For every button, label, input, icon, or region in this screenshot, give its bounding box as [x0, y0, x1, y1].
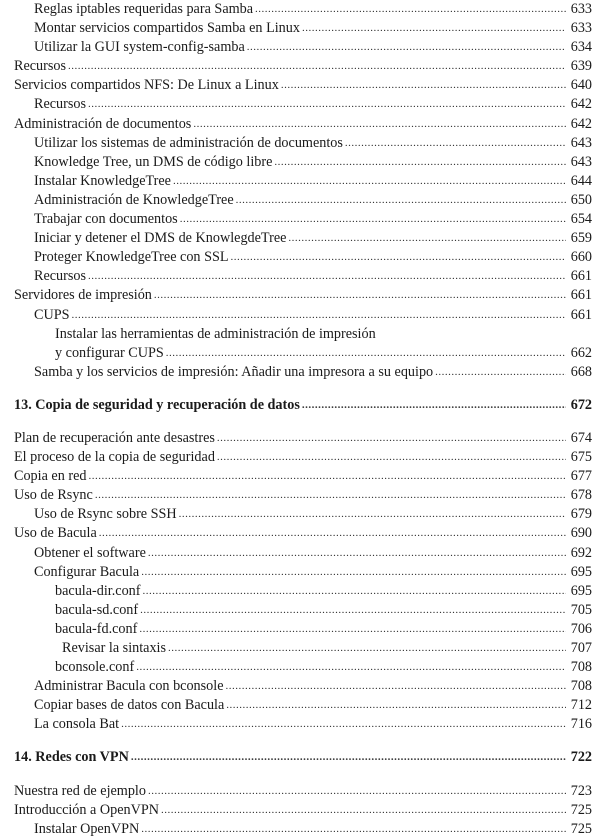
toc-entry-page: 708: [570, 659, 592, 676]
toc-entry-title: Instalar KnowledgeTree: [34, 172, 171, 189]
toc-entry-title: Nuestra red de ejemplo: [14, 782, 146, 799]
toc-entry-page: 674: [570, 429, 592, 446]
toc-entry[interactable]: [14, 429, 592, 448]
toc-entry-leader: [302, 19, 566, 38]
toc-entry-title: bacula-fd.conf: [55, 620, 138, 637]
toc-entry[interactable]: [14, 696, 592, 715]
toc-entry[interactable]: [14, 306, 592, 325]
toc-entry-page: 708: [570, 678, 592, 695]
toc-entry-title: Knowledge Tree, un DMS de código libre: [34, 153, 273, 170]
toc-entry[interactable]: [14, 153, 592, 172]
toc-entry[interactable]: [14, 210, 592, 229]
toc-entry-title: Servicios compartidos NFS: De Linux a Linux: [14, 77, 279, 94]
toc-entry-leader: [231, 248, 566, 267]
toc-entry-title: bconsole.conf: [55, 659, 135, 676]
toc-entry-page: 643: [570, 134, 592, 151]
toc-entry-title: CUPS: [34, 306, 70, 323]
toc-entry-title: y configurar CUPS: [55, 344, 164, 361]
toc-entry-leader: [88, 95, 566, 114]
toc-entry-page: 640: [570, 77, 592, 94]
toc-entry-title: Copia en red: [14, 468, 87, 485]
toc-entry-title: Iniciar y detener el DMS de KnowlegdeTree: [34, 230, 287, 247]
toc-entry[interactable]: [14, 801, 592, 820]
toc-entry-leader: [226, 677, 566, 696]
toc-entry-leader: [193, 115, 566, 134]
toc-entry-page: 668: [570, 363, 592, 380]
toc-entry-leader: [274, 153, 566, 172]
toc-entry[interactable]: [14, 134, 592, 153]
toc-entry[interactable]: [14, 0, 592, 19]
toc-entry-leader: [173, 172, 566, 191]
toc-entry-page: 654: [570, 211, 592, 228]
toc-entry-leader: [131, 748, 566, 767]
toc-entry-page: 661: [570, 287, 592, 304]
toc-entry-leader: [89, 467, 567, 486]
toc-entry[interactable]: [14, 486, 592, 505]
toc-entry-page: 639: [570, 58, 592, 75]
toc-entry-title: Utilizar los sistemas de administración de documentos: [34, 134, 343, 151]
toc-entry-title: Recursos: [34, 268, 87, 285]
toc-entry-leader: [154, 286, 566, 305]
toc-entry-leader: [345, 134, 566, 153]
toc-entry-title: Instalar OpenVPN: [34, 820, 140, 837]
toc-entry[interactable]: [14, 582, 592, 601]
toc-entry-title: Proteger KnowledgeTree con SSL: [34, 249, 229, 266]
toc-entry-page: 675: [570, 449, 592, 466]
toc-entry-title: Uso de Rsync sobre SSH: [34, 506, 177, 523]
toc-entry-title: Servidores de impresión: [14, 287, 152, 304]
toc-entry-page: 642: [570, 96, 592, 113]
toc-entry[interactable]: [14, 115, 592, 134]
toc-entry-page: 690: [570, 525, 592, 542]
toc-entry-leader: [288, 229, 566, 248]
toc-entry-leader: [99, 524, 566, 543]
toc-entry-page: 692: [570, 544, 592, 561]
toc-entry[interactable]: [14, 448, 592, 467]
toc-entry-title: Copiar bases de datos con Bacula: [34, 697, 225, 714]
toc-entry-title: Trabajar con documentos: [34, 211, 178, 228]
toc-entry-page: 661: [570, 306, 592, 323]
toc-entry[interactable]: [14, 76, 592, 95]
toc-entry-page: 712: [570, 697, 592, 714]
toc-entry-leader: [140, 601, 566, 620]
toc-entry-title: Recursos: [34, 96, 87, 113]
toc-entry[interactable]: [14, 191, 592, 210]
toc-entry-leader: [435, 363, 566, 382]
toc-entry-page: 725: [570, 820, 592, 837]
toc-entry-page: 643: [570, 153, 592, 170]
toc-entry-page: 659: [570, 230, 592, 247]
toc-entry[interactable]: [14, 658, 592, 677]
table-of-contents: [14, 0, 592, 839]
toc-entry[interactable]: [14, 363, 592, 382]
toc-chapter-entry[interactable]: [14, 396, 592, 415]
toc-entry-page: 650: [570, 191, 592, 208]
toc-entry-leader: [95, 486, 566, 505]
toc-entry-title: Administrar Bacula con bconsole: [34, 678, 224, 695]
toc-entry-title: Administración de KnowledgeTree: [34, 191, 234, 208]
toc-entry[interactable]: [14, 563, 592, 582]
toc-entry-title: Obtener el software: [34, 544, 146, 561]
toc-entry-page: 679: [570, 506, 592, 523]
toc-entry-leader: [88, 267, 566, 286]
toc-entry-title: Plan de recuperación ante desastres: [14, 429, 215, 446]
toc-entry[interactable]: [14, 782, 592, 801]
toc-entry-title: Configurar Bacula: [34, 563, 140, 580]
toc-entry[interactable]: [14, 524, 592, 543]
toc-entry-title: Instalar las herramientas de administración de impresión: [55, 325, 376, 342]
toc-entry[interactable]: [14, 325, 592, 344]
toc-entry-page: 722: [570, 749, 592, 766]
toc-entry-leader: [161, 801, 566, 820]
toc-chapter-entry[interactable]: [14, 748, 592, 767]
toc-entry-leader: [281, 76, 566, 95]
toc-entry-title: Introducción a OpenVPN: [14, 801, 159, 818]
toc-entry-page: 716: [570, 716, 592, 733]
toc-entry-leader: [72, 306, 567, 325]
toc-entry-page: 705: [570, 601, 592, 618]
toc-entry[interactable]: [14, 677, 592, 696]
toc-entry[interactable]: [14, 639, 592, 658]
toc-entry-leader: [255, 0, 566, 19]
toc-entry[interactable]: [14, 229, 592, 248]
toc-entry-page: 662: [570, 344, 592, 361]
toc-entry-title: bacula-sd.conf: [55, 601, 139, 618]
toc-entry[interactable]: [14, 19, 592, 38]
toc-entry[interactable]: [14, 620, 592, 639]
toc-entry[interactable]: [14, 544, 592, 563]
toc-entry-page: 678: [570, 487, 592, 504]
toc-entry-leader: [141, 820, 566, 839]
toc-entry-page: 644: [570, 172, 592, 189]
toc-entry[interactable]: [14, 286, 592, 305]
toc-entry-leader: [226, 696, 566, 715]
toc-entry-title: Uso de Rsync: [14, 487, 93, 504]
toc-entry[interactable]: [14, 172, 592, 191]
toc-entry-page: 695: [570, 563, 592, 580]
toc-entry-title: 13. Copia de seguridad y recuperación de datos: [14, 396, 300, 413]
toc-entry[interactable]: [14, 95, 592, 114]
toc-entry-page: 723: [570, 782, 592, 799]
toc-entry-page: 695: [570, 582, 592, 599]
toc-entry-title: bacula-dir.conf: [55, 582, 141, 599]
toc-entry-leader: [68, 57, 566, 76]
toc-entry[interactable]: [14, 601, 592, 620]
toc-entry-title: Uso de Bacula: [14, 525, 97, 542]
toc-entry-page: 634: [570, 39, 592, 56]
toc-entry-leader: [142, 582, 566, 601]
toc-entry[interactable]: [14, 505, 592, 524]
toc-entry-leader: [179, 505, 566, 524]
toc-entry-title: 14. Redes con VPN: [14, 749, 129, 766]
toc-entry-leader: [236, 191, 566, 210]
toc-entry-page: 672: [570, 396, 592, 413]
toc-entry[interactable]: [14, 467, 592, 486]
toc-entry-page: 633: [570, 20, 592, 37]
toc-entry-leader: [148, 782, 566, 801]
toc-entry[interactable]: [14, 715, 592, 734]
toc-entry[interactable]: [14, 248, 592, 267]
toc-entry-leader: [217, 448, 566, 467]
toc-entry-page: 706: [570, 620, 592, 637]
toc-entry-leader: [302, 396, 566, 415]
toc-entry-page: 633: [570, 1, 592, 17]
toc-entry-title: Recursos: [14, 58, 67, 75]
toc-entry-page: 725: [570, 801, 592, 818]
toc-entry-leader: [166, 344, 566, 363]
toc-entry-title: Administración de documentos: [14, 115, 192, 132]
toc-entry-page: 642: [570, 115, 592, 132]
toc-entry-leader: [148, 544, 566, 563]
toc-entry-page: 661: [570, 268, 592, 285]
toc-entry-leader: [217, 429, 566, 448]
toc-entry-title: Montar servicios compartidos Samba en Linux: [34, 20, 300, 37]
toc-entry[interactable]: [14, 344, 592, 363]
toc-entry-title: El proceso de la copia de seguridad: [14, 449, 215, 466]
toc-entry-title: Reglas iptables requeridas para Samba: [34, 1, 254, 17]
toc-entry[interactable]: [14, 57, 592, 76]
toc-entry[interactable]: [14, 820, 592, 839]
toc-entry-leader: [121, 715, 566, 734]
toc-entry-title: Utilizar la GUI system-config-samba: [34, 39, 245, 56]
toc-entry-page: 707: [570, 640, 592, 656]
toc-entry-leader: [180, 210, 566, 229]
toc-entry-leader: [136, 658, 566, 677]
toc-entry-leader: [139, 620, 566, 639]
toc-entry[interactable]: [14, 38, 592, 57]
toc-entry-title: La consola Bat: [34, 716, 120, 733]
toc-entry-page: 660: [570, 249, 592, 266]
toc-entry-leader: [168, 639, 566, 658]
toc-entry-leader: [141, 563, 566, 582]
toc-entry-title: Samba y los servicios de impresión: Añadir una impresora a su equipo: [34, 363, 434, 380]
toc-entry-title: Revisar la sintaxis: [62, 640, 167, 656]
toc-entry-leader: [247, 38, 566, 57]
toc-entry[interactable]: [14, 267, 592, 286]
toc-entry-page: 677: [570, 468, 592, 485]
